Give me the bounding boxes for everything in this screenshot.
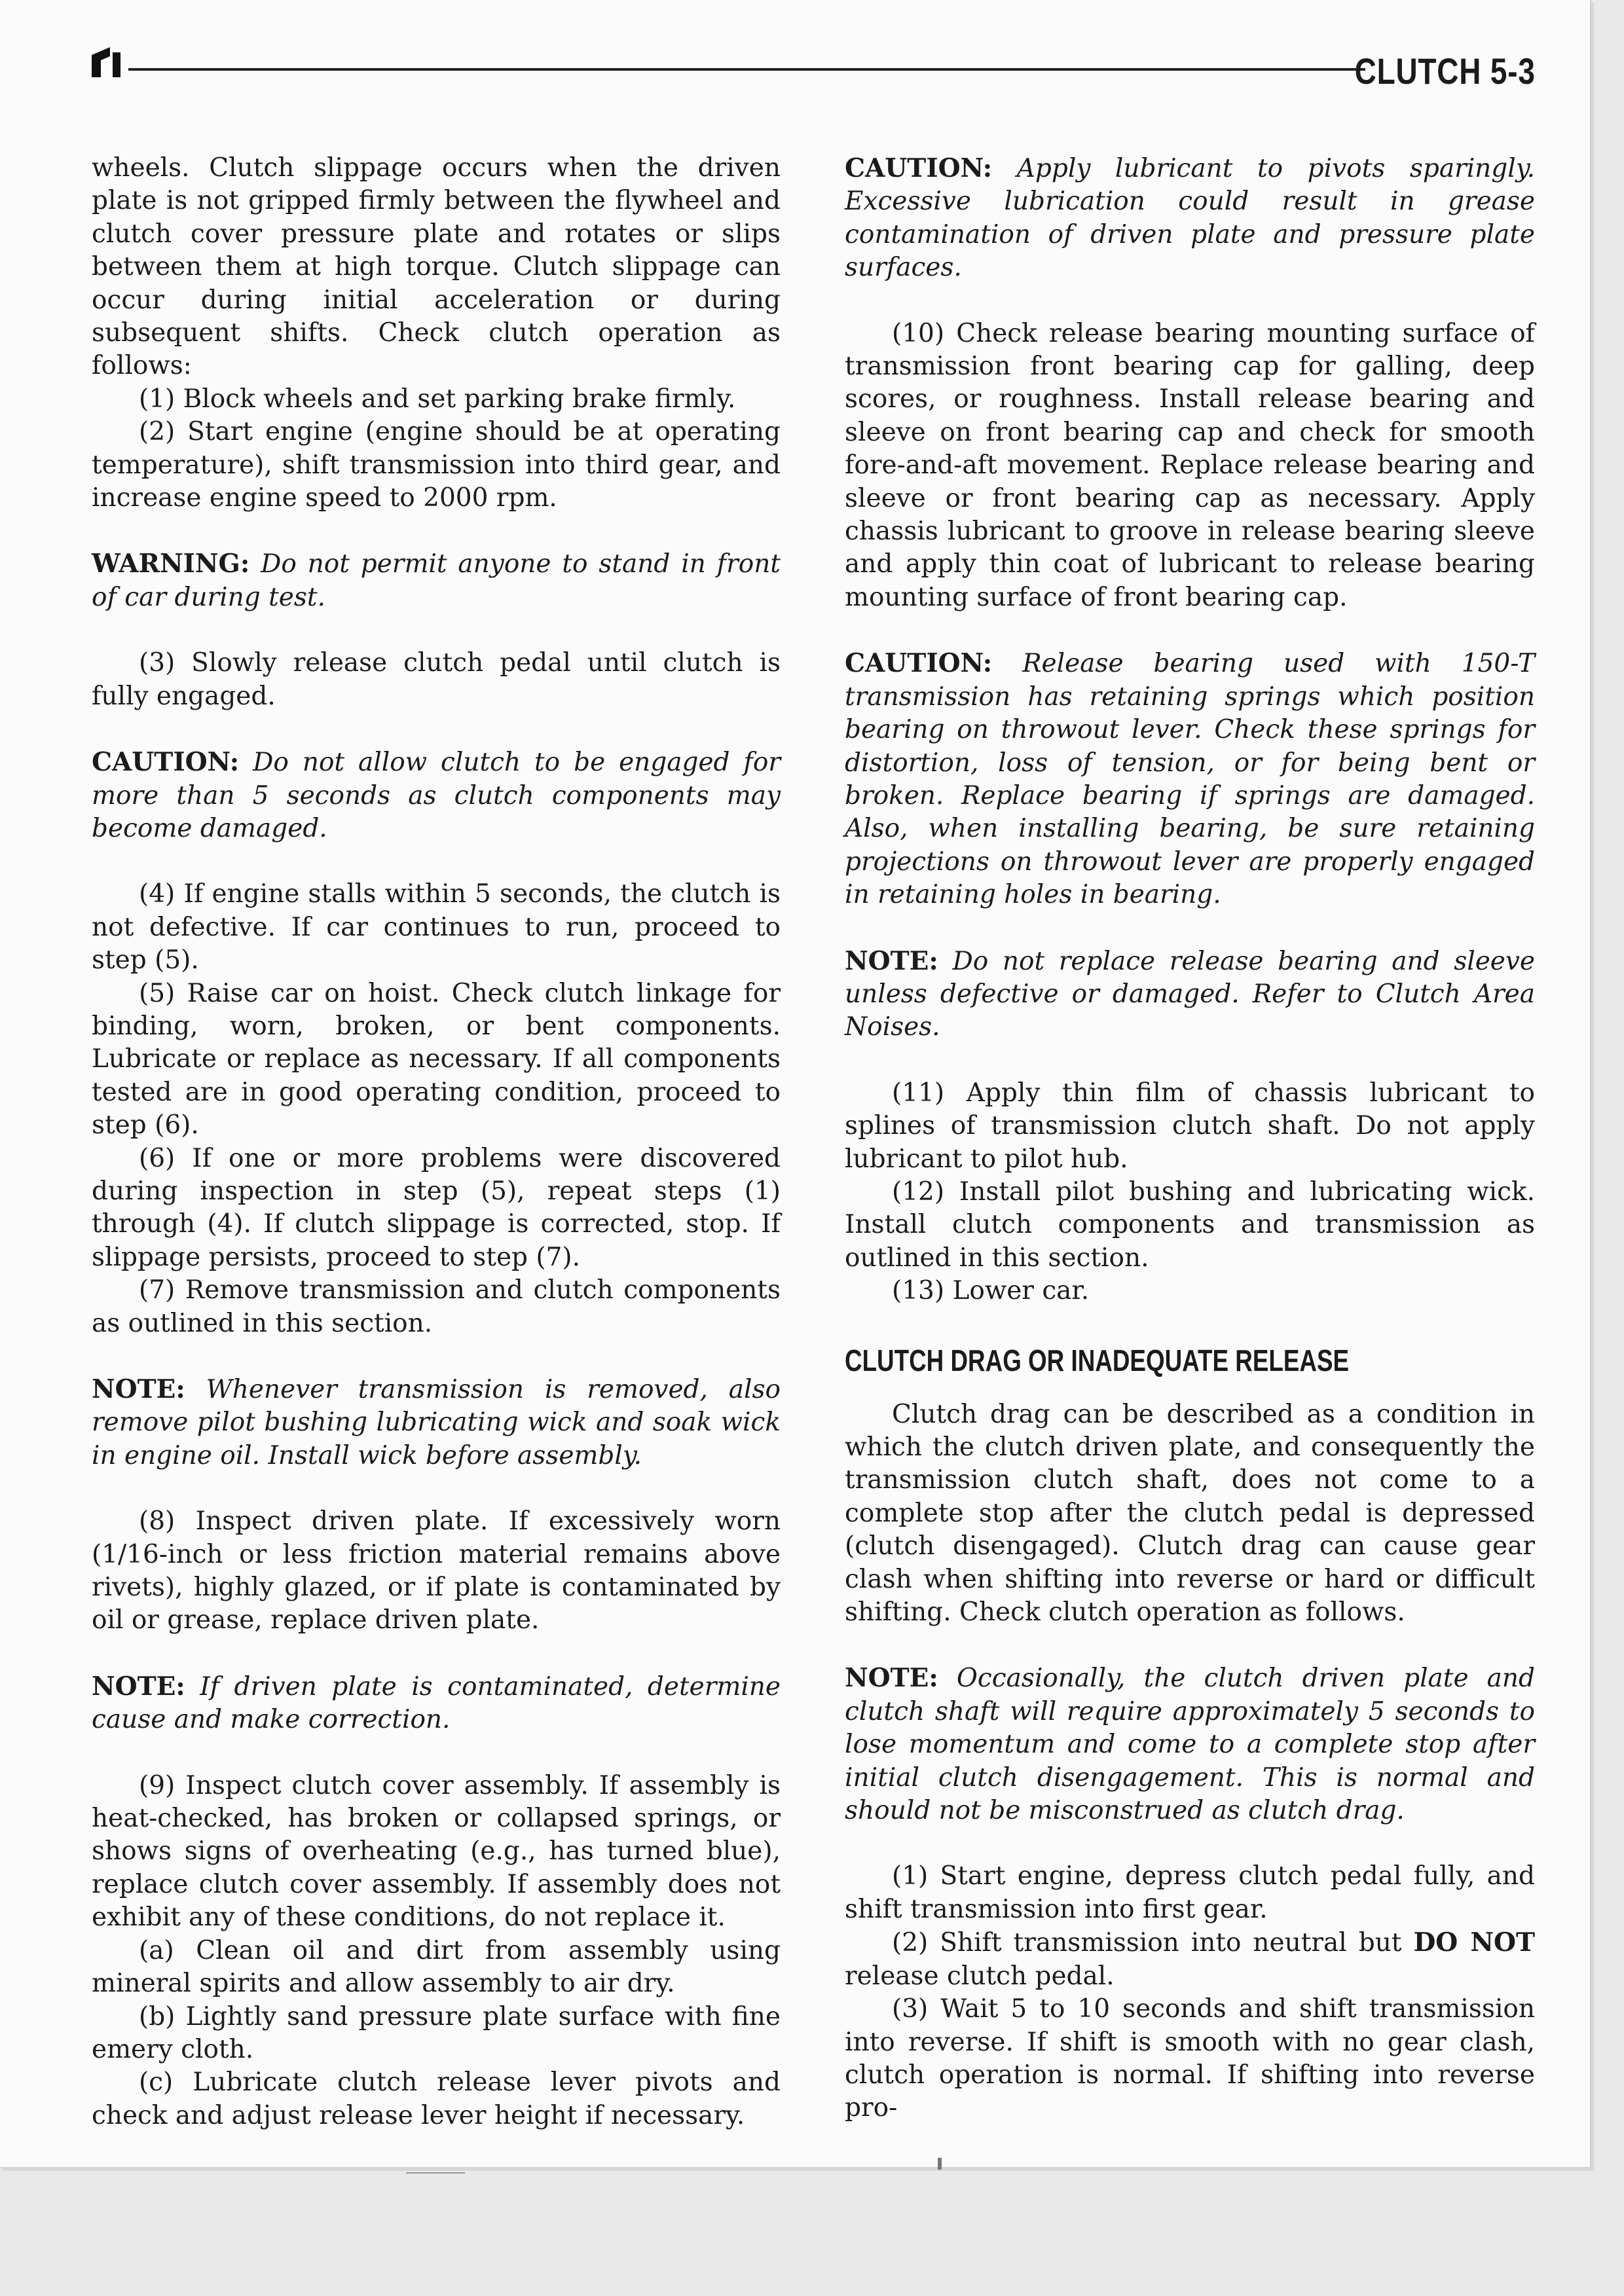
caution-label: CAUTION: [92,747,240,778]
step-6: (6) If one or more problems were discovered during inspection in step (5), repeat steps (1) through (4). If clutch slippage is corrected, stop. If slippage persists, proceed to step (7). [92,1143,781,1272]
caution-note-2 [845,152,1535,285]
step-4: (4) If engine stalls within 5 seconds, the clutch is not defective. If car continues to run, proceed to step (5). [92,879,781,975]
drag-step-2 [845,1926,1535,1993]
drag-step-3: (3) Wait 5 to 10 seconds and shift transmission into reverse. If shift is smooth with no gear clash, clutch operation is normal. If shifting into reverse pro- [845,1994,1535,2123]
note-label: NOTE: [92,1671,185,1702]
step-3: (3) Slowly release clutch pedal until clutch is fully engaged. [92,648,781,711]
step-9c: (c) Lubricate clutch release lever pivots and check and adjust release lever height if necessary. [92,2068,781,2130]
caution-text: Do not allow clutch to be engaged for more than 5 seconds as clutch components may become damaged. [92,748,781,843]
do-not-emphasis: DO NOT [1413,1927,1535,1958]
section-heading: CLUTCH DRAG OR INADEQUATE RELEASE [845,1343,1350,1377]
note-text: Occasionally, the clutch driven plate and clutch shaft will require approximately 5 seconds to lose momentum and come to a complete stop after initial clutch disengagement. This is normal and should not be misconstrued as clutch drag. [845,1664,1536,1826]
drag-step-2-text-end: release clutch pedal. [845,1961,1115,1991]
header-rule [128,68,1365,71]
step-10: (10) Check release bearing mounting surface of transmission front bearing cap for galling, deep scores, or roughness. Install release bearing and sleeve on front bearing cap and check for smooth fore-and-aft movement. Replace release bearing and sleeve or front bearing cap as necessary. Apply chassis lubricant to groove in release bearing sleeve and apply thin coat of lubricant to release bearing mounting surface of front bearing cap. [845,318,1535,612]
note-label: NOTE: [845,945,938,976]
step-1: (1) Block wheels and set parking brake firmly. [139,384,736,414]
step-7: (7) Remove transmission and clutch components as outlined in this section. [92,1275,781,1338]
caution-label: CAUTION: [845,153,993,183]
step-12: (12) Install pilot bushing and lubricating wick. Install clutch components and transmission as outlined in this section. [845,1176,1535,1273]
warning-text: Do not permit anyone to stand in front of car during test. [92,549,781,612]
note-4 [845,1662,1535,1827]
caution-text: Apply lubricant to pivots sparingly. Excessive lubrication could result in grease contamination of driven plate and pressure plate surfaces. [845,154,1535,283]
step-13: (13) Lower car. [892,1276,1090,1306]
step-8: (8) Inspect driven plate. If excessively worn (1/16-inch or less friction material remains above rivets), highly glazed, or if plate is contaminated by oil or grease, replace driven plate. [92,1506,781,1635]
drag-step-2-text: (2) Shift transmission into neutral but [892,1928,1402,1958]
left-column [92,152,781,2132]
warning-note [92,547,781,614]
step-9a: (a) Clean oil and dirt from assembly using mineral spirits and allow assembly to air dry. [92,1935,781,1999]
step-9b: (b) Lightly sand pressure plate surface with fine emery cloth. [92,2001,781,2064]
note-1 [92,1373,781,1472]
note-label: NOTE: [92,1374,185,1404]
drag-step-1: (1) Start engine, depress clutch pedal fully, and shift transmission into first gear. [845,1861,1535,1924]
caution-note-1 [92,746,781,845]
caution-label: CAUTION: [845,648,993,679]
step-2: (2) Start engine (engine should be at operating temperature), shift transmission into third gear, and increase engine speed to 2000 rpm. [92,417,781,513]
step-11: (11) Apply thin film of chassis lubricant to splines of transmission clutch shaft. Do not apply lubricant to pilot hub. [845,1078,1535,1174]
note-text: Do not replace release bearing and sleeve unless defective or damaged. Refer to Clutch Area Noises. [845,946,1535,1042]
intro-paragraph: wheels. Clutch slippage occurs when the driven plate is not gripped firmly between the flywheel and clutch cover pressure plate and rotates or slips between them at high torque. Clutch slippage can occur during initial acceleration or during subsequent shifts. Check clutch operation as follows: [92,153,781,381]
caution-note-3 [845,647,1535,911]
caution-text: Release bearing used with 150-T transmission has retaining springs which position bearing on throwout lever. Check these springs for distortion, loss of tension, or for being bent or broken. Replace bearing if springs are damaged. Also, when installing bearing, be sure retaining projections on throwout lever are properly engaged in retaining holes in bearing. [845,649,1535,910]
note-label: NOTE: [845,1663,938,1694]
bottom-tick-mark [938,2158,942,2170]
clutch-drag-paragraph: Clutch drag can be described as a condition in which the clutch driven plate, and consequently the transmission clutch shaft, does not come to a complete stop after the clutch pedal is depressed (clutch disengaged). Clutch drag can cause gear clash when shifting into reverse or hard or difficult shifting. Check clutch operation as follows. [845,1399,1535,1628]
note-text: If driven plate is contaminated, determine cause and make correction. [92,1671,781,1735]
warning-label: WARNING: [92,549,250,579]
bottom-rule [406,2172,465,2174]
note-3 [845,945,1535,1044]
step-5: (5) Raise car on hoist. Check clutch linkage for binding, worn, broken, or bent components. Lubricate or replace as necessary. If all components tested are in good operating condition, proceed to step (6). [92,978,781,1140]
note-text: Whenever transmission is removed, also remove pilot bushing lubricating wick and soak wick in engine oil. Install wick before assembly. [92,1375,781,1470]
page-title: CLUTCH 5-3 [1354,50,1536,92]
step-9: (9) Inspect clutch cover assembly. If assembly is heat-checked, has broken or collapsed springs, or shows signs of overheating (e.g., has turned blue), replace clutch cover assembly. If assembly does not exhibit any of these conditions, do not replace it. [92,1770,781,1933]
note-2 [92,1670,781,1737]
right-column [845,152,1535,2125]
page-header [92,41,1536,93]
jeep-corner-logo-icon [92,47,122,77]
